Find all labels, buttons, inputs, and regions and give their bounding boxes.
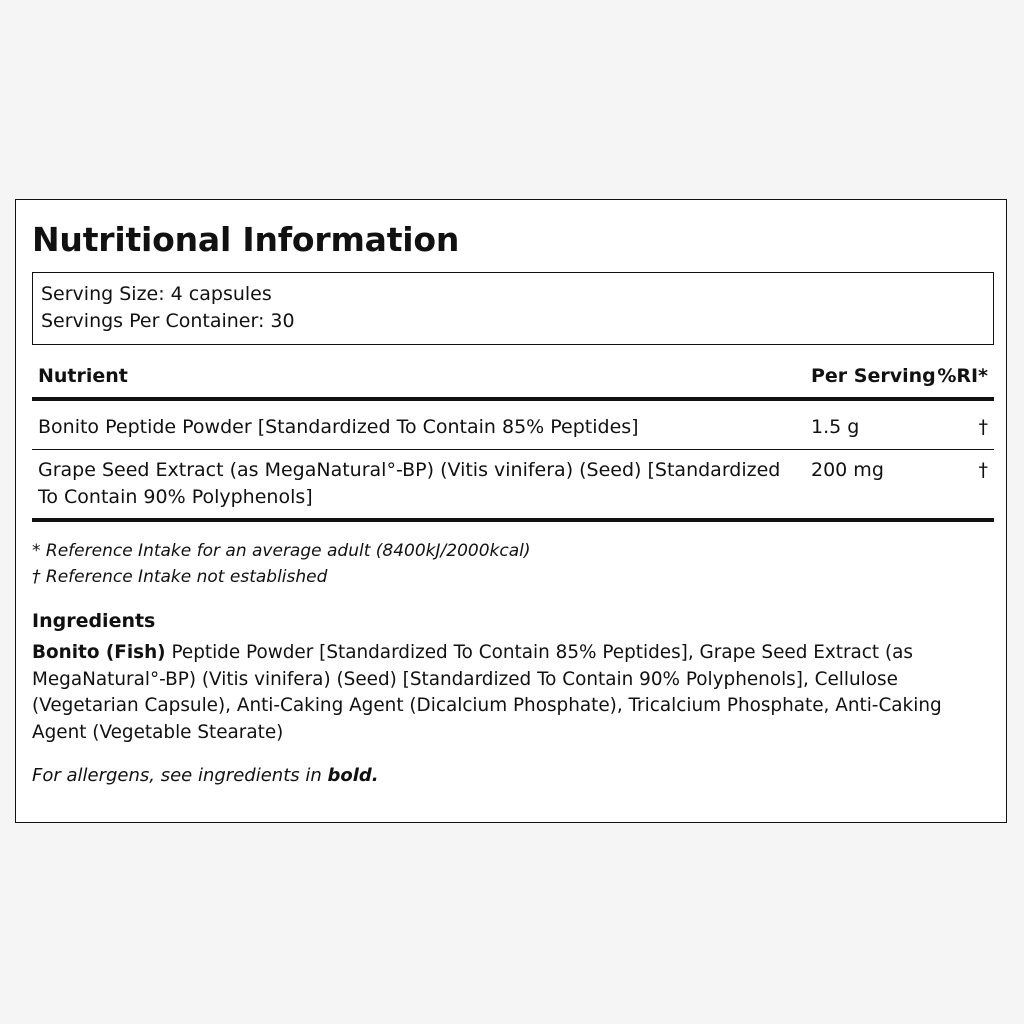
- ingredients-text: Peptide Powder [Standardized To Contain 85% Peptides], Grape Seed Extract (as MegaNatural°-BP) (Vitis vinifera) (Seed) [Standardized To Contain 90% Polyphenols], Cellulose (Vegetarian Capsule), Anti-Caking Agent (Dicalcium Phosphate), Tricalcium Phosphate, Anti-Caking Agent (Vegetable Stearate): [32, 642, 942, 743]
- allergen-note-prefix: For allergens, see ingredients in: [32, 765, 328, 786]
- nutrient-ri: †: [978, 459, 988, 481]
- nutrition-panel: [15, 199, 1007, 823]
- table-row: [32, 401, 994, 450]
- servings-per-container: Servings Per Container: 30: [41, 310, 295, 332]
- header-ri: %RI*: [937, 365, 988, 387]
- allergen-note: [32, 765, 379, 786]
- panel-title: Nutritional Information: [32, 220, 460, 259]
- footnotes: [32, 538, 994, 590]
- nutrient-table: [32, 363, 994, 522]
- serving-size: Serving Size: 4 capsules: [41, 283, 272, 305]
- allergen-bold: Bonito (Fish): [32, 642, 166, 663]
- nutrient-per-serving: 1.5 g: [811, 416, 860, 438]
- dagger-footnote: † Reference Intake not established: [32, 567, 328, 587]
- header-nutrient: Nutrient: [38, 365, 128, 387]
- table-row: [32, 450, 994, 522]
- nutrient-name: Bonito Peptide Powder [Standardized To Contain 85% Peptides]: [38, 416, 639, 438]
- ri-footnote: * Reference Intake for an average adult (8400kJ/2000kcal): [32, 541, 531, 561]
- ingredients-heading: Ingredients: [32, 610, 156, 632]
- nutrient-per-serving: 200 mg: [811, 459, 884, 481]
- ingredients-list: [32, 640, 992, 746]
- nutrient-name: Grape Seed Extract (as MegaNatural°-BP) (Vitis vinifera) (Seed) [Standardized To Contain 90% Polyphenols]: [38, 459, 781, 508]
- header-per-serving: Per Serving: [811, 365, 936, 387]
- nutrient-ri: †: [978, 416, 988, 438]
- serving-info-box: [32, 272, 994, 345]
- allergen-note-bold: bold.: [327, 765, 379, 786]
- table-header: [32, 363, 994, 401]
